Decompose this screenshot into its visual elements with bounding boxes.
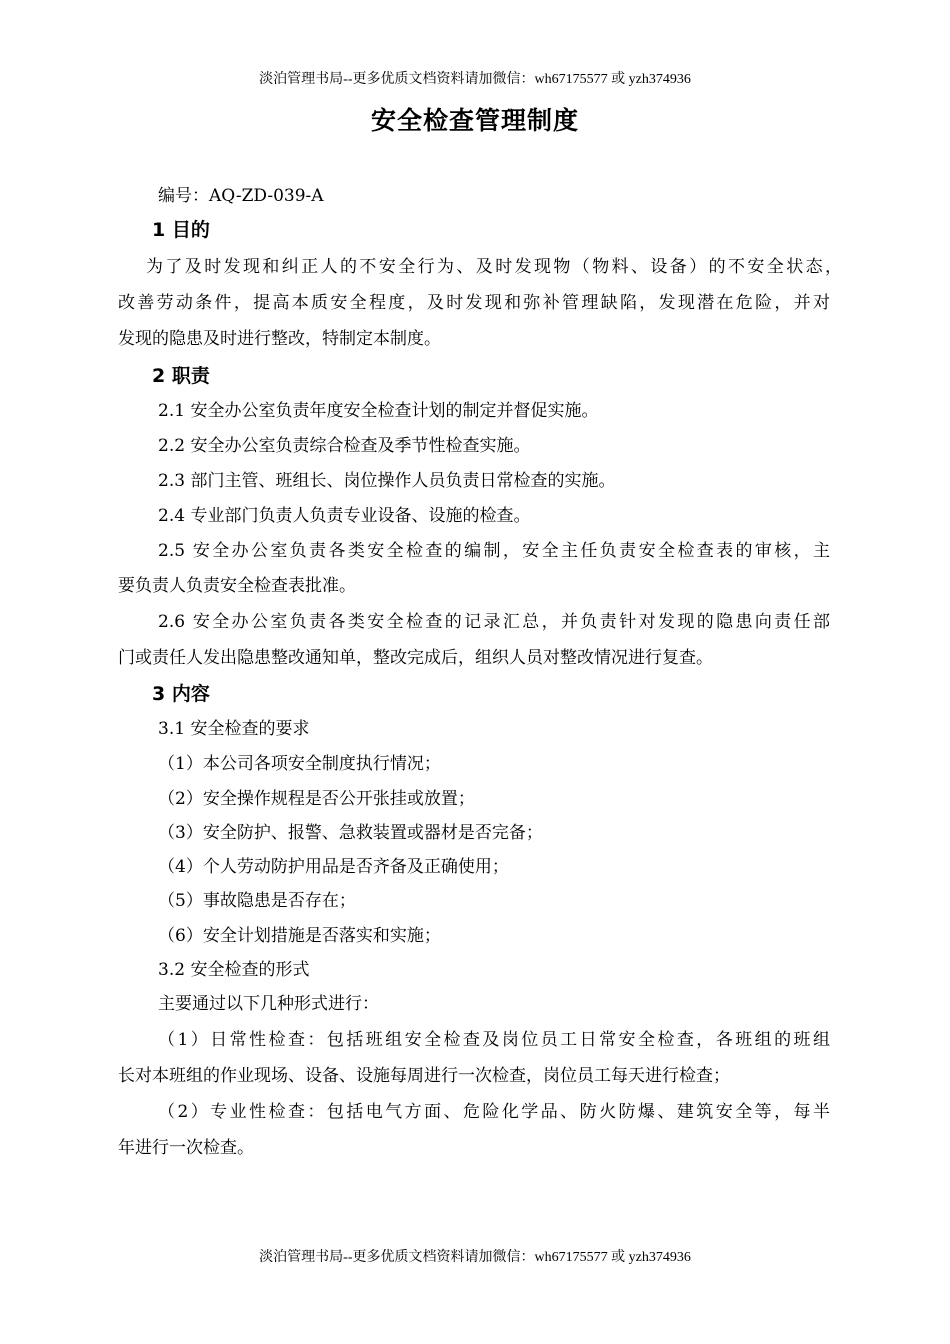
section-2-item: 2.3 部门主管、班组长、岗位操作人员负责日常检查的实施。 — [158, 471, 616, 491]
subsection-3-2-intro: 主要通过以下几种形式进行： — [158, 994, 379, 1014]
section-2-item: 2.4 专业部门负责人负责专业设备、设施的检查。 — [158, 506, 531, 526]
section-1-para-line-3: 发现的隐患及时进行整改，特制定本制度。 — [118, 329, 441, 349]
inspection-form-line: （2）专业性检查：包括电气方面、危险化学品、防火防爆、建筑安全等，每半 — [158, 1102, 830, 1122]
requirement-item: （2）安全操作规程是否公开张挂或放置； — [158, 789, 475, 809]
section-2-item: 2.1 安全办公室负责年度安全检查计划的制定并督促实施。 — [158, 401, 599, 421]
section-1-para-line-2: 改善劳动条件，提高本质安全程度，及时发现和弥补管理缺陷，发现潜在危险，并对 — [118, 293, 830, 313]
section-2-heading: 2 职责 — [152, 365, 210, 387]
requirement-item: （1）本公司各项安全制度执行情况； — [158, 754, 441, 774]
inspection-form-line: 长对本班组的作业现场、设备、设施每周进行一次检查，岗位员工每天进行检查； — [118, 1066, 730, 1086]
section-2-item: 2.2 安全办公室负责综合检查及季节性检查实施。 — [158, 436, 531, 456]
section-2-item-continued: 门或责任人发出隐患整改通知单，整改完成后，组织人员对整改情况进行复查。 — [118, 648, 713, 668]
section-1-para-line-1: 为了及时发现和纠正人的不安全行为、及时发现物（物料、设备）的不安全状态， — [146, 257, 842, 277]
inspection-form-line: （1）日常性检查：包括班组安全检查及岗位员工日常安全检查，各班组的班组 — [158, 1030, 830, 1050]
page-header: 淡泊管理书局--更多优质文档资料请加微信：wh67175577 或 yzh374936 — [259, 72, 691, 87]
inspection-form-line: 年进行一次检查。 — [118, 1138, 254, 1158]
section-2-item-continued: 要负责人负责安全检查表批准。 — [118, 576, 356, 596]
subsection-3-2-title: 3.2 安全检查的形式 — [158, 960, 310, 980]
requirement-item: （4）个人劳动防护用品是否齐备及正确使用； — [158, 857, 509, 877]
page-footer: 淡泊管理书局--更多优质文档资料请加微信：wh67175577 或 yzh374936 — [259, 1250, 691, 1265]
section-2-item: 2.6 安全办公室负责各类安全检查的记录汇总，并负责针对发现的隐患向责任部 — [158, 612, 830, 632]
requirement-item: （3）安全防护、报警、急救装置或器材是否完备； — [158, 823, 543, 843]
requirement-item: （6）安全计划措施是否落实和实施； — [158, 926, 441, 946]
subsection-3-1-title: 3.1 安全检查的要求 — [158, 719, 310, 739]
requirement-item: （5）事故隐患是否存在； — [158, 891, 356, 911]
section-1-heading: 1 目的 — [152, 219, 210, 241]
document-title: 安全检查管理制度 — [370, 106, 579, 135]
document-number: 编号：AQ-ZD-039-A — [158, 186, 324, 206]
section-2-item: 2.5 安全办公室负责各类安全检查的编制，安全主任负责安全检查表的审核，主 — [158, 541, 830, 561]
section-3-heading: 3 内容 — [152, 683, 210, 705]
